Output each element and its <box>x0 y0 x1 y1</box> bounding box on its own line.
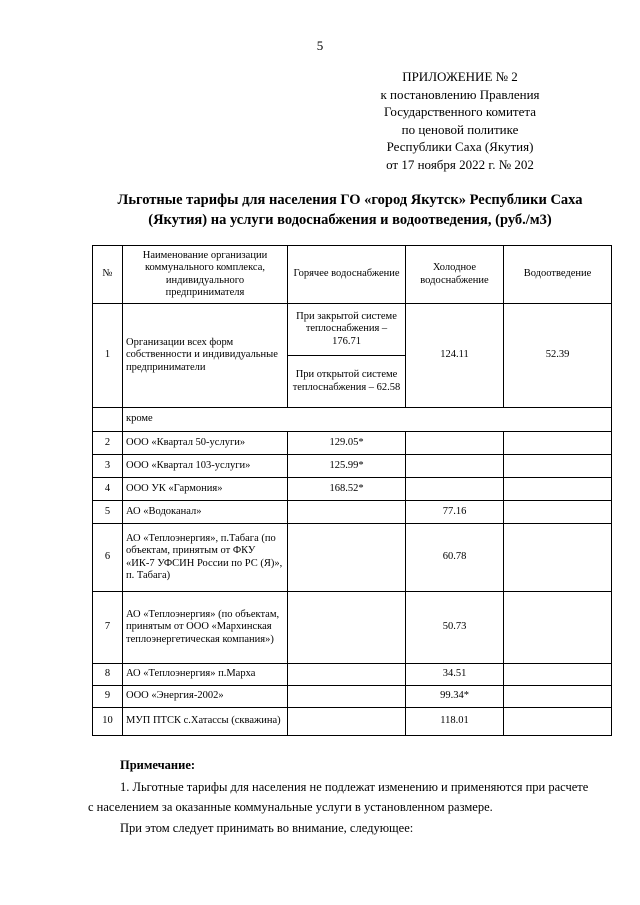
row-num: 3 <box>93 455 123 478</box>
table-header-row <box>93 246 612 304</box>
note-line: При этом следует принимать во внимание, следующее: <box>120 821 414 835</box>
title-line: Льготные тарифы для населения ГО «город Якутск» Республики Саха <box>117 192 583 208</box>
row-cold-water: 34.51 <box>406 664 504 686</box>
row-organization: Организации всех форм собственности и индивидуальные предприниматели <box>123 304 288 408</box>
except-num-cell <box>93 408 123 432</box>
note-line: с населением за оказанные коммунальные услуги в установленном размере. <box>88 800 493 814</box>
row-cold-water: 99.34* <box>406 686 504 708</box>
table-row <box>93 708 612 736</box>
header-hot-water: Горячее водоснабжение <box>288 246 406 304</box>
row-sewerage <box>504 686 612 708</box>
row-sewerage <box>504 501 612 524</box>
row-hot-water <box>288 664 406 686</box>
header-sewerage: Водоотведение <box>504 246 612 304</box>
header-organization: Наименование организации коммунального комплекса, индивидуального предпринимателя <box>123 246 288 304</box>
table-row <box>93 592 612 664</box>
row-cold-water: 60.78 <box>406 524 504 592</box>
row-num: 5 <box>93 501 123 524</box>
table-row <box>93 478 612 501</box>
row-hot-water <box>288 524 406 592</box>
row-hot-water <box>288 501 406 524</box>
row-organization: ООО «Квартал 50-услуги» <box>123 432 288 455</box>
table-row <box>93 501 612 524</box>
row-cold-water <box>406 432 504 455</box>
row-organization: ООО УК «Гармония» <box>123 478 288 501</box>
hot-water-open-system: При открытой системе теплоснабжения – 62.58 <box>288 356 406 408</box>
row-cold-water: 50.73 <box>406 592 504 664</box>
row-num: 10 <box>93 708 123 736</box>
row-num: 7 <box>93 592 123 664</box>
row-cold-water <box>406 455 504 478</box>
appendix-line: Республики Саха (Якутия) <box>386 139 534 154</box>
table-row <box>93 432 612 455</box>
row-num: 2 <box>93 432 123 455</box>
table-row <box>93 664 612 686</box>
row-organization: ООО «Квартал 103-услуги» <box>123 455 288 478</box>
row-hot-water: 168.52* <box>288 478 406 501</box>
note-line: 1. Льготные тарифы для населения не подлежат изменению и применяются при расчете <box>120 780 589 794</box>
row-sewerage <box>504 478 612 501</box>
row-organization: АО «Теплоэнергия» п.Марха <box>123 664 288 686</box>
row-sewerage: 52.39 <box>504 304 612 408</box>
row-num: 6 <box>93 524 123 592</box>
row-organization: АО «Теплоэнергия» (по объектам, принятым от ООО «Мархинская теплоэнергетическая компания») <box>123 592 288 664</box>
header-cold-water: Холодное водоснабжение <box>406 246 504 304</box>
header-num: № <box>93 246 123 304</box>
row-organization: МУП ПТСК с.Хатассы (скважина) <box>123 708 288 736</box>
row-cold-water: 118.01 <box>406 708 504 736</box>
tariffs-table <box>92 245 612 736</box>
row-sewerage <box>504 455 612 478</box>
title-line: (Якутия) на услуги водоснабжения и водоотведения, (руб./м3) <box>148 212 552 228</box>
appendix-line: Государственного комитета <box>384 104 536 119</box>
table-row <box>93 455 612 478</box>
appendix-block <box>340 68 580 173</box>
row-hot-water <box>288 708 406 736</box>
notes-heading: Примечание: <box>120 758 196 772</box>
row-hot-water <box>288 686 406 708</box>
appendix-line: от 17 ноября 2022 г. № 202 <box>386 156 534 172</box>
table-row <box>93 686 612 708</box>
row-sewerage <box>504 432 612 455</box>
row-num: 8 <box>93 664 123 686</box>
row-num: 9 <box>93 686 123 708</box>
row-num: 1 <box>93 304 123 408</box>
table-row-except <box>93 408 612 432</box>
row-organization: ООО «Энергия-2002» <box>123 686 288 708</box>
appendix-line: к постановлению Правления <box>380 86 540 102</box>
row-organization: АО «Теплоэнергия», п.Табага (по объектам, принятым от ФКУ «ИК-7 УФСИН России по РС (Я)», п. Табага) <box>123 524 288 592</box>
row-hot-water: 129.05* <box>288 432 406 455</box>
row-cold-water <box>406 478 504 501</box>
appendix-line: по ценовой политике <box>401 121 519 137</box>
row-cold-water: 77.16 <box>406 501 504 524</box>
page-number: 5 <box>316 38 324 53</box>
row-sewerage <box>504 664 612 686</box>
except-label: кроме <box>123 408 612 432</box>
table-row <box>93 304 612 356</box>
row-sewerage <box>504 524 612 592</box>
row-sewerage <box>504 708 612 736</box>
document-title <box>90 190 610 230</box>
row-sewerage <box>504 592 612 664</box>
row-hot-water: 125.99* <box>288 455 406 478</box>
appendix-line: ПРИЛОЖЕНИЕ № 2 <box>402 69 518 84</box>
row-num: 4 <box>93 478 123 501</box>
hot-water-closed-system: При закрытой системе теплоснабжения – 176.71 <box>288 304 406 356</box>
row-organization: АО «Водоканал» <box>123 501 288 524</box>
table-row <box>93 524 612 592</box>
row-cold-water: 124.11 <box>406 304 504 408</box>
row-hot-water <box>288 592 406 664</box>
